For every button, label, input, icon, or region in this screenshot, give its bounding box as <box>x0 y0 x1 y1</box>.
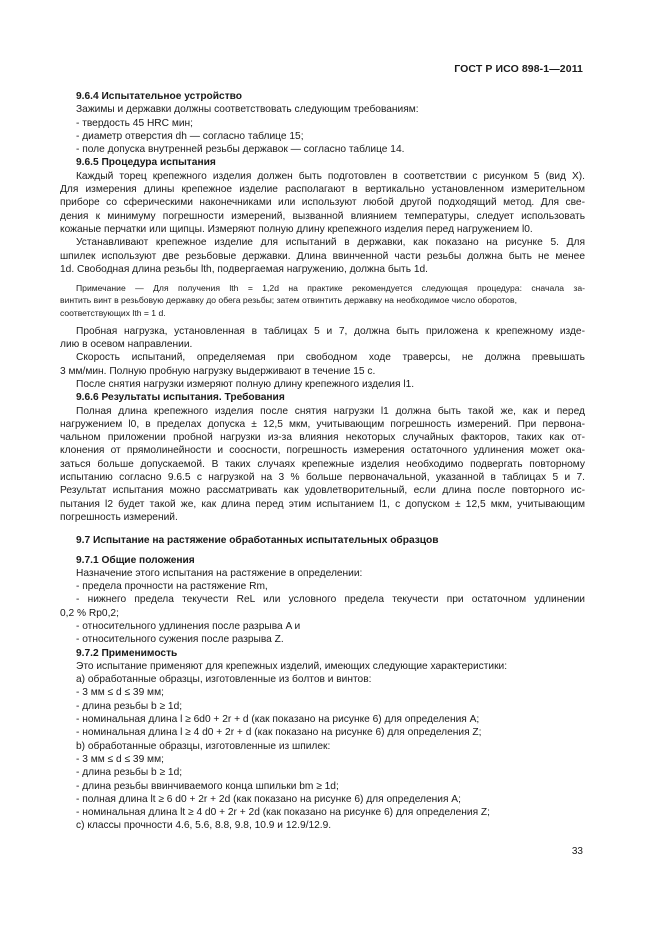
text-line: а) обработанные образцы, изготовленные из болтов и винтов: <box>76 674 372 686</box>
text-line: дения к минимуму погрешности измерений, вызванной влиянием температуры, следует использовать <box>60 210 585 222</box>
text-line: винтить винт в резьбовую державку до обега резьбы; затем отвинтить державку на необходимое число оборотов, <box>60 295 517 306</box>
text-line: - твердость 45 HRC мин; <box>76 117 194 129</box>
text-line: заться больше допускаемой. В таких случаях крепежные изделия необходимо подвергать повторному <box>60 458 585 470</box>
text-line: Устанавливают крепежное изделие для испытаний в державки, как показано на рисунке 5. Для <box>76 237 585 249</box>
text-line: - длина резьбы ввинчиваемого конца шпильки bm ≥ 1d; <box>76 780 339 792</box>
text-line: b) обработанные образцы, изготовленные из шпилек: <box>76 740 331 752</box>
text-line: соответствующих lth = 1 d. <box>60 307 166 318</box>
page-number: 33 <box>571 846 583 857</box>
text-line: испытанию согласно 9.6.5 с нагрузкой на 3 % больше первоначальной, указанной в таблицах 5 и 7. <box>60 472 585 484</box>
text-line: - относительного удлинения после разрыва A и <box>76 621 301 632</box>
text-line: Это испытание применяют для крепежных изделий, имеющих следующие характеристики: <box>76 660 508 672</box>
text-line: - 3 мм ≤ d ≤ 39 мм; <box>76 753 164 765</box>
text-line: - относительного сужения после разрыва Z. <box>76 634 284 646</box>
text-line: с) классы прочности 4.6, 5.6, 8.8, 9.8, 10.9 и 12.9/12.9. <box>76 820 332 832</box>
section-heading: 9.7 Испытание на растяжение обработанных испытательных образцов <box>76 535 439 547</box>
text-line: Скорость испытаний, определяемая при свободном ходе траверсы, не должна превышать <box>76 352 585 364</box>
text-line: погрешность измерений. <box>60 511 178 523</box>
text-line: Результат испытания можно рассматривать как удовлетворительный, если длина после повторного ис- <box>60 485 585 497</box>
text-line: 3 мм/мин. Полную пробную нагрузку выдерживают в течение 15 с. <box>60 365 376 377</box>
spacer <box>60 524 585 534</box>
text-line: - предела прочности на растяжение Rm, <box>76 581 268 593</box>
section-heading: 9.6.4 Испытательное устройство <box>76 91 243 102</box>
text-line: - номинальная длина l ≥ 6d0 + 2r + d (как показано на рисунке 6) для определения A; <box>76 714 480 726</box>
document-body <box>60 90 585 833</box>
text-line: - нижнего предела текучести ReL или условного предела текучести при остаточном удлинении <box>76 594 585 606</box>
text-line: 1d. Свободная длина резьбы lth, подвергаемая нагружению, должна быть 1d. <box>60 263 428 275</box>
text-line: Полная длина крепежного изделия после снятия нагрузки l1 должна быть такой же, как и перед <box>76 405 585 417</box>
section-heading: 9.6.6 Результаты испытания. Требования <box>76 392 285 404</box>
text-line: приборе со сферическими наконечниками или используют любой другой подходящий метод. Для све- <box>60 197 585 209</box>
text-line: Примечание — Для получения lth = 1,2d на практике рекомендуется следующая процедура: сначала за- <box>76 283 585 294</box>
text-line: Назначение этого испытания на растяжение в определении: <box>76 567 363 579</box>
text-line: пытания l2 будет такой же, как длина перед этим испытанием l1, с допуском ± 12,5 мкм, учитывающим <box>60 498 585 510</box>
text-line: Каждый торец крепежного изделия должен быть подготовлен в соответствии с рисунком 5 (вид X). <box>76 170 585 182</box>
text-line: Для измерения длины крепежное изделие располагают в вертикально установленном измерительном <box>60 184 585 196</box>
text-line: нагружением l0, в пределах допуска ± 12,5 мкм, учитывающим погрешность измерений. При первона- <box>60 418 585 430</box>
text-line: Зажимы и державки должны соответствовать следующим требованиям: <box>76 104 419 116</box>
text-line: - номинальная длина lt ≥ 4 d0 + 2r + 2d (как показано на рисунке 6) для определения Z; <box>76 807 490 819</box>
text-line: чальном приложении пробной нагрузки из-за влияния некоторых случайных факторов, таких как от- <box>60 432 585 444</box>
text-line: - поле допуска внутренней резьбы державок — согласно таблице 14. <box>76 144 405 156</box>
text-line: - 3 мм ≤ d ≤ 39 мм; <box>76 687 164 699</box>
text-line: клонения от прямолинейности и соосности, погрешность измерения остаточного удлинения может ока- <box>60 445 585 457</box>
text-line: - диаметр отверстия dh — согласно таблице 15; <box>76 130 304 142</box>
section-heading: 9.7.2 Применимость <box>76 647 178 659</box>
text-line: - полная длина lt ≥ 6 d0 + 2r + 2d (как показано на рисунке 6) для определения A; <box>76 793 461 805</box>
text-line: - номинальная длина l ≥ 4 d0 + 2r + d (как показано на рисунке 6) для определения Z; <box>76 727 482 739</box>
section-heading: 9.6.5 Процедура испытания <box>76 157 216 169</box>
text-line: 0,2 % Rp0,2; <box>60 607 119 619</box>
text-line: шпилек используют две резьбовые державки. Длина ввинченной части резьбы должна быть не менее <box>60 250 585 262</box>
text-line: кожаные перчатки или щипцы. Измеряют полную длину крепежного изделия перед нагружением l0. <box>60 223 533 235</box>
text-line: Пробная нагрузка, установленная в таблицах 5 и 7, должна быть приложена к крепежному изде- <box>76 325 585 337</box>
text-line: После снятия нагрузки измеряют полную длину крепежного изделия l1. <box>76 378 415 390</box>
text-line: - длина резьбы b ≥ 1d; <box>76 767 183 779</box>
standard-header: ГОСТ Р ИСО 898-1—2011 <box>454 63 583 75</box>
text-line: лию в осевом направлении. <box>60 339 193 351</box>
section-heading: 9.7.1 Общие положения <box>76 554 195 566</box>
text-line: - длина резьбы b ≥ 1d; <box>76 700 183 712</box>
